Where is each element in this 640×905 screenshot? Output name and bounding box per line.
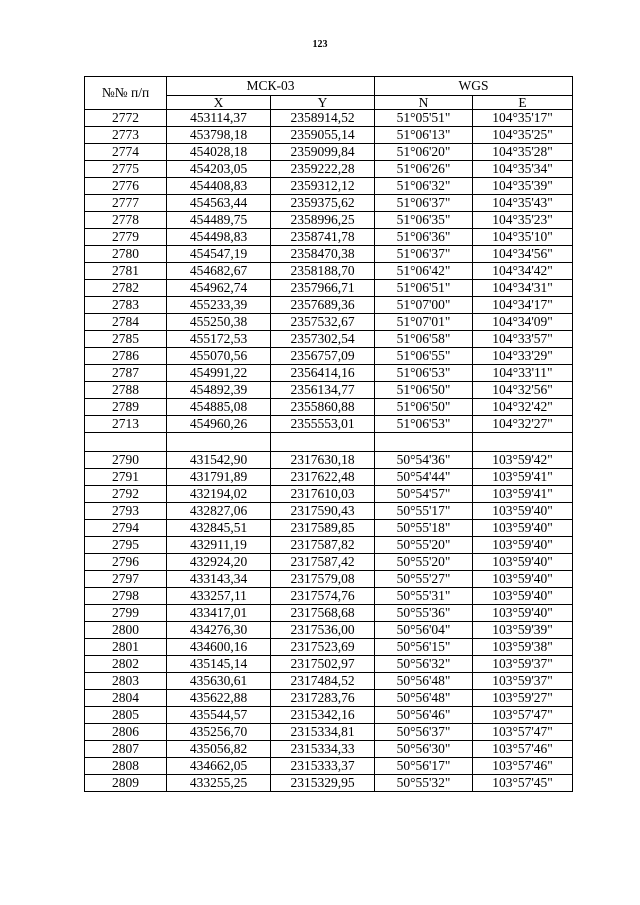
table-row xyxy=(85,452,573,469)
cell-y: 2315342,16 xyxy=(271,707,375,724)
cell-n: 50°56'30" xyxy=(375,741,473,758)
cell-y: 2356414,16 xyxy=(271,365,375,382)
cell-y: 2359222,28 xyxy=(271,161,375,178)
cell-x: 432911,19 xyxy=(167,537,271,554)
cell-x: 454203,05 xyxy=(167,161,271,178)
cell-x: 454962,74 xyxy=(167,280,271,297)
cell-x: 433255,25 xyxy=(167,775,271,792)
cell-number: 2788 xyxy=(85,382,167,399)
cell-n: 51°06'20" xyxy=(375,144,473,161)
cell-number: 2804 xyxy=(85,690,167,707)
cell-x xyxy=(167,433,271,452)
table-row xyxy=(85,537,573,554)
cell-n: 51°06'55" xyxy=(375,348,473,365)
table-row xyxy=(85,263,573,280)
cell-y: 2317536,00 xyxy=(271,622,375,639)
cell-number: 2776 xyxy=(85,178,167,195)
cell-y: 2358996,25 xyxy=(271,212,375,229)
cell-e: 104°35'23" xyxy=(473,212,573,229)
header-number: №№ п/п xyxy=(85,77,167,110)
cell-e: 104°35'25" xyxy=(473,127,573,144)
table-row xyxy=(85,588,573,605)
cell-number: 2786 xyxy=(85,348,167,365)
cell-e: 104°33'57" xyxy=(473,331,573,348)
cell-number: 2808 xyxy=(85,758,167,775)
cell-x: 453114,37 xyxy=(167,110,271,127)
cell-e: 103°57'46" xyxy=(473,758,573,775)
cell-n: 51°06'51" xyxy=(375,280,473,297)
cell-number: 2713 xyxy=(85,416,167,433)
cell-n: 51°06'37" xyxy=(375,195,473,212)
table-row xyxy=(85,365,573,382)
cell-n: 51°06'53" xyxy=(375,416,473,433)
cell-n: 50°56'46" xyxy=(375,707,473,724)
cell-number: 2780 xyxy=(85,246,167,263)
cell-number: 2772 xyxy=(85,110,167,127)
cell-number: 2775 xyxy=(85,161,167,178)
table-row xyxy=(85,656,573,673)
table-row xyxy=(85,520,573,537)
cell-n: 51°06'35" xyxy=(375,212,473,229)
header-wgs-group: WGS xyxy=(375,77,573,96)
table-row xyxy=(85,297,573,314)
cell-y: 2317622,48 xyxy=(271,469,375,486)
cell-x: 435544,57 xyxy=(167,707,271,724)
cell-x: 432924,20 xyxy=(167,554,271,571)
cell-n: 50°54'36" xyxy=(375,452,473,469)
table-row xyxy=(85,673,573,690)
cell-x: 454682,67 xyxy=(167,263,271,280)
cell-n: 50°55'20" xyxy=(375,554,473,571)
cell-x: 434662,05 xyxy=(167,758,271,775)
cell-x: 435145,14 xyxy=(167,656,271,673)
table-row xyxy=(85,503,573,520)
cell-e: 104°34'09" xyxy=(473,314,573,331)
cell-x: 432194,02 xyxy=(167,486,271,503)
table-row xyxy=(85,605,573,622)
cell-n: 51°06'50" xyxy=(375,382,473,399)
cell-e: 104°35'34" xyxy=(473,161,573,178)
cell-number: 2784 xyxy=(85,314,167,331)
cell-y: 2315333,37 xyxy=(271,758,375,775)
cell-e: 104°35'39" xyxy=(473,178,573,195)
table-row xyxy=(85,741,573,758)
header-x: X xyxy=(167,96,271,110)
cell-y: 2317590,43 xyxy=(271,503,375,520)
cell-y: 2317587,82 xyxy=(271,537,375,554)
table-row xyxy=(85,280,573,297)
cell-y: 2317579,08 xyxy=(271,571,375,588)
cell-y: 2317283,76 xyxy=(271,690,375,707)
cell-e: 103°59'39" xyxy=(473,622,573,639)
table-row xyxy=(85,622,573,639)
cell-e: 103°59'37" xyxy=(473,673,573,690)
table-row xyxy=(85,486,573,503)
cell-x: 431542,90 xyxy=(167,452,271,469)
cell-e: 103°59'40" xyxy=(473,537,573,554)
table-row xyxy=(85,144,573,161)
cell-y: 2359055,14 xyxy=(271,127,375,144)
cell-e: 104°32'56" xyxy=(473,382,573,399)
cell-y: 2358914,52 xyxy=(271,110,375,127)
cell-number: 2777 xyxy=(85,195,167,212)
cell-e: 104°32'27" xyxy=(473,416,573,433)
table-row xyxy=(85,399,573,416)
cell-e: 104°34'17" xyxy=(473,297,573,314)
cell-x: 454991,22 xyxy=(167,365,271,382)
cell-e: 104°34'56" xyxy=(473,246,573,263)
table-row xyxy=(85,433,573,452)
cell-x: 435622,88 xyxy=(167,690,271,707)
cell-n: 50°55'20" xyxy=(375,537,473,554)
cell-y: 2357302,54 xyxy=(271,331,375,348)
cell-e: 104°33'11" xyxy=(473,365,573,382)
header-e: E xyxy=(473,96,573,110)
cell-x: 455233,39 xyxy=(167,297,271,314)
table-row xyxy=(85,178,573,195)
cell-n: 50°55'36" xyxy=(375,605,473,622)
table-row xyxy=(85,382,573,399)
cell-number: 2789 xyxy=(85,399,167,416)
cell-n: 51°07'00" xyxy=(375,297,473,314)
cell-x: 453798,18 xyxy=(167,127,271,144)
cell-e: 104°35'17" xyxy=(473,110,573,127)
cell-y: 2315334,81 xyxy=(271,724,375,741)
table-row xyxy=(85,554,573,571)
cell-n: 50°55'32" xyxy=(375,775,473,792)
cell-e: 104°35'28" xyxy=(473,144,573,161)
cell-x: 454563,44 xyxy=(167,195,271,212)
cell-x: 433417,01 xyxy=(167,605,271,622)
cell-number: 2785 xyxy=(85,331,167,348)
cell-e: 103°59'41" xyxy=(473,469,573,486)
cell-e: 104°33'29" xyxy=(473,348,573,365)
header-msk-group: МСК-03 xyxy=(167,77,375,96)
table-row xyxy=(85,161,573,178)
cell-n: 51°06'37" xyxy=(375,246,473,263)
cell-x: 434600,16 xyxy=(167,639,271,656)
cell-n: 50°56'15" xyxy=(375,639,473,656)
cell-e: 104°35'43" xyxy=(473,195,573,212)
cell-e: 103°57'47" xyxy=(473,707,573,724)
cell-e: 104°34'42" xyxy=(473,263,573,280)
cell-n: 51°06'13" xyxy=(375,127,473,144)
cell-y xyxy=(271,433,375,452)
cell-x: 455070,56 xyxy=(167,348,271,365)
table-row xyxy=(85,229,573,246)
table-row xyxy=(85,195,573,212)
cell-number: 2803 xyxy=(85,673,167,690)
cell-x: 454498,83 xyxy=(167,229,271,246)
table-row xyxy=(85,639,573,656)
cell-e: 104°35'10" xyxy=(473,229,573,246)
cell-number: 2778 xyxy=(85,212,167,229)
cell-number: 2802 xyxy=(85,656,167,673)
cell-n: 51°06'58" xyxy=(375,331,473,348)
cell-x: 455172,53 xyxy=(167,331,271,348)
cell-number: 2779 xyxy=(85,229,167,246)
cell-n: 50°56'32" xyxy=(375,656,473,673)
cell-number: 2796 xyxy=(85,554,167,571)
table-body xyxy=(85,110,573,792)
cell-number: 2792 xyxy=(85,486,167,503)
cell-n: 51°05'51" xyxy=(375,110,473,127)
cell-y: 2317484,52 xyxy=(271,673,375,690)
cell-y: 2356134,77 xyxy=(271,382,375,399)
cell-e: 103°57'45" xyxy=(473,775,573,792)
cell-x: 431791,89 xyxy=(167,469,271,486)
cell-x: 435056,82 xyxy=(167,741,271,758)
cell-n: 50°54'44" xyxy=(375,469,473,486)
table-row xyxy=(85,775,573,792)
cell-n: 51°06'42" xyxy=(375,263,473,280)
cell-number: 2794 xyxy=(85,520,167,537)
cell-e: 103°59'40" xyxy=(473,503,573,520)
cell-e: 103°59'40" xyxy=(473,571,573,588)
table-row xyxy=(85,212,573,229)
cell-y: 2317587,42 xyxy=(271,554,375,571)
cell-n: 50°56'48" xyxy=(375,690,473,707)
cell-y: 2357689,36 xyxy=(271,297,375,314)
cell-y: 2315334,33 xyxy=(271,741,375,758)
cell-y: 2356757,09 xyxy=(271,348,375,365)
table-row xyxy=(85,331,573,348)
cell-e: 103°59'41" xyxy=(473,486,573,503)
cell-number: 2806 xyxy=(85,724,167,741)
header-row-groups xyxy=(85,77,573,96)
cell-e: 103°59'37" xyxy=(473,656,573,673)
cell-y: 2317523,69 xyxy=(271,639,375,656)
cell-number: 2790 xyxy=(85,452,167,469)
cell-e: 103°59'38" xyxy=(473,639,573,656)
cell-x: 435256,70 xyxy=(167,724,271,741)
cell-x: 454408,83 xyxy=(167,178,271,195)
coordinates-table xyxy=(84,76,573,792)
cell-n: 51°06'50" xyxy=(375,399,473,416)
page-number: 123 xyxy=(312,39,328,50)
cell-y: 2355860,88 xyxy=(271,399,375,416)
cell-y: 2358470,38 xyxy=(271,246,375,263)
cell-x: 432845,51 xyxy=(167,520,271,537)
cell-e: 103°59'42" xyxy=(473,452,573,469)
cell-y: 2317502,97 xyxy=(271,656,375,673)
cell-e: 103°59'27" xyxy=(473,690,573,707)
cell-e: 103°57'46" xyxy=(473,741,573,758)
cell-x: 433257,11 xyxy=(167,588,271,605)
cell-y: 2359375,62 xyxy=(271,195,375,212)
cell-n: 51°07'01" xyxy=(375,314,473,331)
table-row xyxy=(85,127,573,144)
cell-number: 2787 xyxy=(85,365,167,382)
table-row xyxy=(85,707,573,724)
table-row xyxy=(85,724,573,741)
cell-number: 2801 xyxy=(85,639,167,656)
cell-e: 104°34'31" xyxy=(473,280,573,297)
table-row xyxy=(85,110,573,127)
header-n: N xyxy=(375,96,473,110)
cell-x: 454547,19 xyxy=(167,246,271,263)
cell-y: 2358741,78 xyxy=(271,229,375,246)
cell-y: 2317574,76 xyxy=(271,588,375,605)
cell-x: 454885,08 xyxy=(167,399,271,416)
cell-x: 455250,38 xyxy=(167,314,271,331)
cell-n: 50°55'27" xyxy=(375,571,473,588)
cell-x: 432827,06 xyxy=(167,503,271,520)
cell-number: 2791 xyxy=(85,469,167,486)
cell-y: 2359099,84 xyxy=(271,144,375,161)
table-row xyxy=(85,314,573,331)
cell-n: 50°56'37" xyxy=(375,724,473,741)
cell-n: 51°06'26" xyxy=(375,161,473,178)
table-row xyxy=(85,246,573,263)
cell-y: 2357532,67 xyxy=(271,314,375,331)
cell-e: 103°59'40" xyxy=(473,605,573,622)
cell-number xyxy=(85,433,167,452)
cell-x: 454892,39 xyxy=(167,382,271,399)
cell-number: 2798 xyxy=(85,588,167,605)
cell-number: 2773 xyxy=(85,127,167,144)
cell-number: 2783 xyxy=(85,297,167,314)
header-y: Y xyxy=(271,96,375,110)
cell-y: 2315329,95 xyxy=(271,775,375,792)
table-row xyxy=(85,348,573,365)
cell-n xyxy=(375,433,473,452)
cell-n: 50°55'18" xyxy=(375,520,473,537)
cell-n: 50°56'48" xyxy=(375,673,473,690)
cell-y: 2317568,68 xyxy=(271,605,375,622)
cell-n: 51°06'36" xyxy=(375,229,473,246)
table-row xyxy=(85,758,573,775)
cell-n: 51°06'32" xyxy=(375,178,473,195)
cell-x: 454028,18 xyxy=(167,144,271,161)
cell-x: 454489,75 xyxy=(167,212,271,229)
cell-n: 50°56'17" xyxy=(375,758,473,775)
cell-number: 2782 xyxy=(85,280,167,297)
cell-y: 2357966,71 xyxy=(271,280,375,297)
cell-x: 434276,30 xyxy=(167,622,271,639)
cell-number: 2793 xyxy=(85,503,167,520)
cell-number: 2795 xyxy=(85,537,167,554)
cell-y: 2317610,03 xyxy=(271,486,375,503)
table-row xyxy=(85,469,573,486)
cell-number: 2774 xyxy=(85,144,167,161)
cell-e: 104°32'42" xyxy=(473,399,573,416)
cell-e: 103°59'40" xyxy=(473,520,573,537)
cell-number: 2800 xyxy=(85,622,167,639)
cell-e: 103°59'40" xyxy=(473,588,573,605)
table-row xyxy=(85,571,573,588)
cell-e: 103°57'47" xyxy=(473,724,573,741)
cell-number: 2781 xyxy=(85,263,167,280)
cell-n: 50°55'17" xyxy=(375,503,473,520)
cell-y: 2358188,70 xyxy=(271,263,375,280)
cell-number: 2797 xyxy=(85,571,167,588)
cell-number: 2807 xyxy=(85,741,167,758)
cell-n: 50°56'04" xyxy=(375,622,473,639)
cell-number: 2809 xyxy=(85,775,167,792)
cell-y: 2359312,12 xyxy=(271,178,375,195)
cell-x: 433143,34 xyxy=(167,571,271,588)
cell-e xyxy=(473,433,573,452)
cell-x: 454960,26 xyxy=(167,416,271,433)
table-row xyxy=(85,416,573,433)
cell-y: 2317589,85 xyxy=(271,520,375,537)
cell-x: 435630,61 xyxy=(167,673,271,690)
cell-y: 2317630,18 xyxy=(271,452,375,469)
cell-number: 2799 xyxy=(85,605,167,622)
cell-y: 2355553,01 xyxy=(271,416,375,433)
cell-n: 50°55'31" xyxy=(375,588,473,605)
cell-n: 51°06'53" xyxy=(375,365,473,382)
cell-n: 50°54'57" xyxy=(375,486,473,503)
cell-number: 2805 xyxy=(85,707,167,724)
cell-e: 103°59'40" xyxy=(473,554,573,571)
table-row xyxy=(85,690,573,707)
